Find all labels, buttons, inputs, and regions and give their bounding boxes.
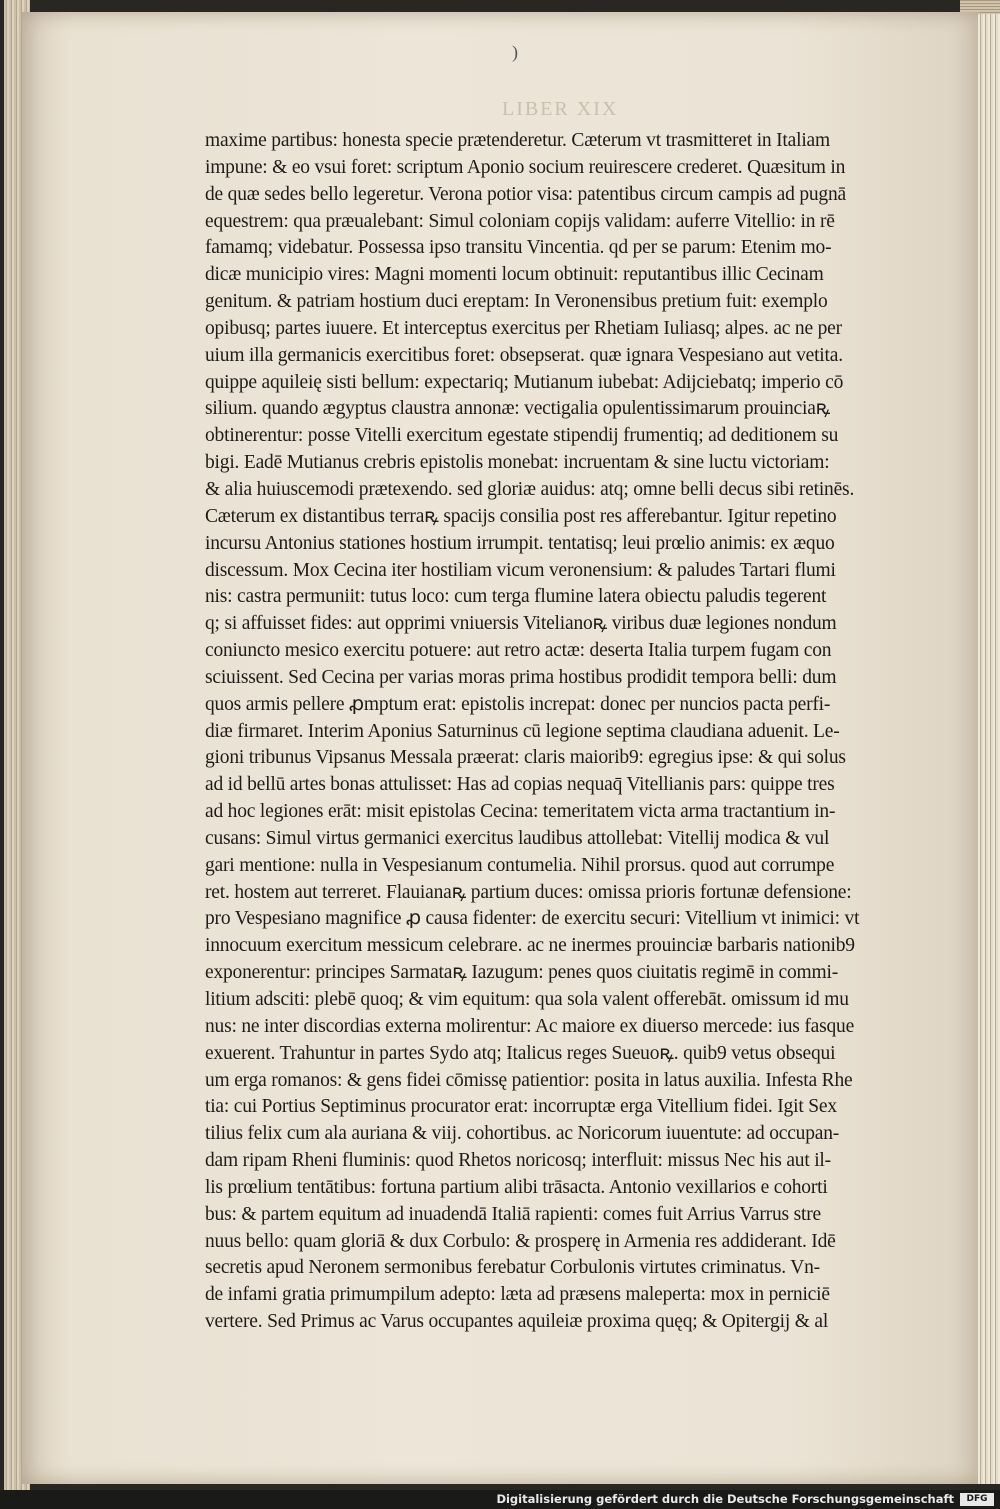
text-line: maxime partibus: honesta specie prætenderetur. Cæterum vt trasmitteret in Italiam: [205, 130, 830, 151]
text-line: genitum. & patriam hostium duci ereptam: In Veronensibus pretium fuit: exemplo: [205, 291, 828, 313]
text-line: ad hoc legiones erāt: misit epistolas Cecina: temeritatem victa arma tractantium in-: [205, 801, 836, 823]
text-line: obtinerentur: posse Vitelli exercitum egestate stipendij frumentiq; ad deditionem su: [205, 425, 839, 447]
text-line: innocuum exercitum messicum celebrare. ac ne inermes prouinciæ barbaris nationib9: [205, 935, 855, 957]
text-line: diæ firmaret. Interim Aponius Saturninus cū legione septima claudiana aduenit. Le-: [205, 720, 840, 742]
text-block: [205, 128, 940, 1336]
text-line: coniuncto mesico exercitu potuere: aut retro actæ: deserta Italia turpem fugam con: [205, 640, 832, 662]
text-line: equestrem: qua præualebant: Simul coloniam copijs validam: auferre Vitellio: in rē: [205, 210, 835, 232]
text-line: q; si affuisset fides: aut opprimi vniuersis Vitelianoꝶ viribus duæ legiones nondum: [205, 613, 837, 635]
text-line: secretis apud Neronem sermonibus ferebatur Corbulonis virtutes criminatus. Vn-: [205, 1257, 820, 1279]
text-line: nus: ne inter discordias externa molirentur: Ac maiore ex diuerso mercede: ius fasque: [205, 1015, 855, 1037]
text-line: exuerent. Trahuntur in partes Sydo atq; Italicus reges Sueuoꝶ. quib9 vetus obsequi: [205, 1042, 836, 1064]
text-line: discessum. Mox Cecina iter hostiliam vicum veronensium: & paludes Tartari flumi: [205, 559, 836, 581]
text-line: & alia huiuscemodi prætexendo. sed gloriæ auidus: atq; omne belli decus sibi retinēs.: [205, 478, 855, 500]
text-line: gioni tribunus Vipsanus Messala præerat: claris maiorib9: egregius ipse: & qui solus: [205, 747, 846, 769]
text-line: bigi. Eadē Mutianus crebris epistolis monebat: incruentam & sine luctu victoriam:: [205, 452, 830, 474]
text-line: lis prœlium tentātibus: fortuna partium alibi trāsacta. Antonio vexillarios e cohorti: [205, 1176, 828, 1198]
text-line: de infami gratia primumpilum adepto: læta ad præsens maleperta: mox in perniciē: [205, 1284, 830, 1306]
text-line: famamq; videbatur. Possessa ipso transitu Vincentia. qd per se parum: Etenim mo-: [205, 237, 832, 259]
text-line: quippe aquileię sisti bellum: expectariq; Mutianum iubebat: Adijciebatq; imperio cō: [205, 371, 844, 393]
text-line: de quæ sedes bello legeretur. Verona potior visa: patentibus circum campis ad pugnā: [205, 183, 846, 205]
text-line: litium adsciti: plebē quoq; & vim equitum: qua sola valent offerebāt. omissum id mu: [205, 989, 849, 1010]
text-line: nis: castra permuniit: tutus loco: cum terga flumine latera obiectu paludis tegerent: [205, 586, 827, 608]
text-line: incursu Antonius stationes hostium irrumpit. tentatisq; leui prœlio animis: ex æquo: [205, 532, 835, 554]
text-line: uium illa germanicis exercitibus foret: obsepserat. quæ ignara Vespesiano aut vetita.: [205, 344, 843, 366]
text-line: vertere. Sed Primus ac Varus occupantes aquileiæ proxima quęq; & Opitergij & al: [205, 1311, 829, 1333]
text-line: bus: & partem equitum ad inuadendā Italiā rapienti: comes fuit Arrius Varrus stre: [205, 1203, 821, 1225]
folio-mark: ): [512, 42, 518, 62]
text-line: silium. quando ægyptus claustra annonæ: vectigalia opulentissimarum prouinciaꝶ: [205, 398, 831, 420]
text-line: impune: & eo vsui foret: scriptum Aponio socium reuirescere crederet. Quæsitum in: [205, 156, 846, 178]
text-line: pro Vespesiano magnifice ꝓ causa fidenter: de exercitu securi: Vitellium vt inimici: vt: [205, 908, 860, 930]
text-line: gari mentione: nulla in Vespesianum contumelia. Nihil prorsus. quod aut corrumpe: [205, 854, 835, 876]
text-line: um erga romanos: & gens fidei cōmissę patientior: posita in latus auxilia. Infesta Rhe: [205, 1069, 853, 1091]
dfg-logo: DFG: [960, 1493, 994, 1506]
text-line: cusans: Simul virtus germanici exercitus laudibus attollebat: Vitellij modica & vul: [205, 827, 830, 849]
text-line: ret. hostem aut terreret. Flauianaꝶ partium duces: omissa prioris fortunæ defensione:: [205, 881, 852, 903]
text-line: quos armis pellere ꝓmptum erat: epistolis increpat: donec per nuncios pacta perfi-: [205, 693, 831, 715]
text-line: exponerentur: principes Sarmataꝶ Iazugum: penes quos ciuitatis regimē in commi-: [205, 962, 839, 984]
text-line: Cæterum ex distantibus terraꝶ spacijs consilia post res afferebantur. Igitur repetino: [205, 505, 837, 527]
text-line: nuus bello: quam gloriā & dux Corbulo: & prosperę in Armenia res addiderant. Idē: [205, 1230, 836, 1252]
digitization-credit: Digitalisierung gefördert durch die Deutsche Forschungsgemeinschaft: [496, 1492, 954, 1506]
text-line: dam ripam Rheni fluminis: quod Rhetos noricosq; interfluit: missus Nec his aut il-: [205, 1150, 831, 1172]
text-line: dicæ municipio vires: Magni momenti locum obtinuit: reputantibus illic Cecinam: [205, 264, 824, 286]
text-line: sciuissent. Sed Cecina per varias moras prima hostibus prodidit tempora belli: dum: [205, 666, 837, 688]
text-line: tilius felix cum ala auriana & viij. cohortibus. ac Noricorum iuuentute: ad occupan-: [205, 1123, 840, 1145]
text-line: opibusq; partes iuuere. Et interceptus exercitus per Rhetiam Iuliasq; alpes. ac ne per: [205, 317, 842, 339]
text-line: tia: cui Portius Septiminus procurator erat: incorruptæ erga Vitellium fidei. Igit Sex: [205, 1096, 837, 1118]
running-head: LIBER XIX: [502, 98, 619, 120]
text-line: ad id bellū artes bonas attulisset: Has ad copias nequaq̄ Vitellianis pars: quippe tres: [205, 774, 835, 796]
right-page-edges: [978, 14, 1000, 1484]
